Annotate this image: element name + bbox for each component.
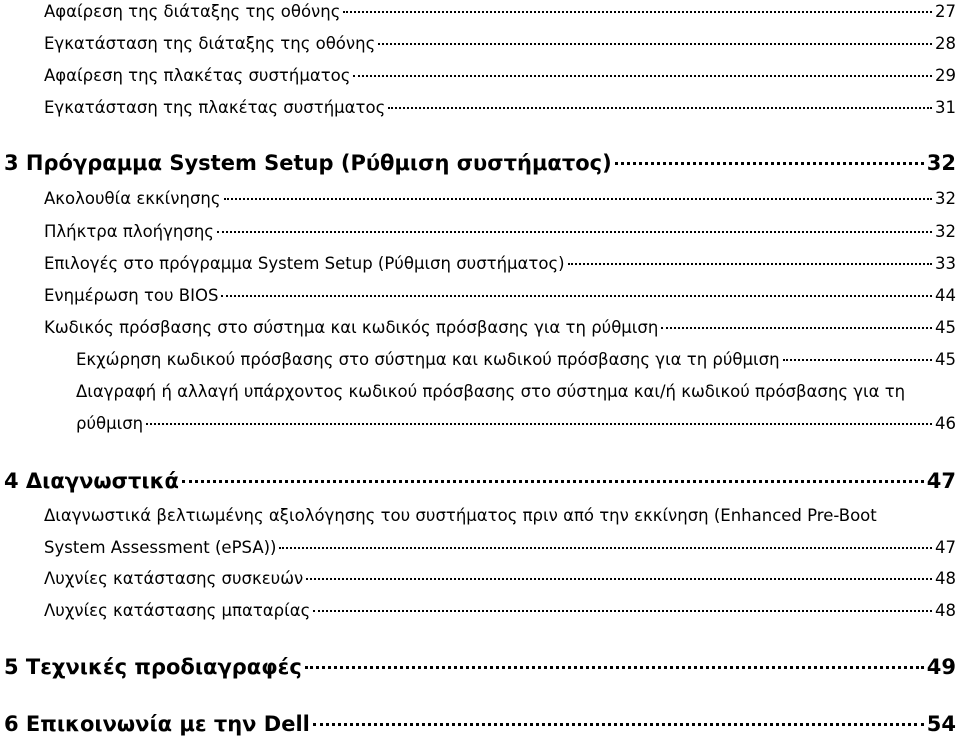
toc-entry-page: 48	[935, 601, 956, 620]
dot-leader	[343, 11, 932, 13]
dot-leader	[783, 359, 932, 361]
toc-subentry[interactable]	[76, 414, 956, 433]
toc-entry-title: System Assessment (ePSA))	[44, 538, 277, 557]
toc-entry-title: Ενημέρωση του BIOS	[44, 286, 219, 305]
toc-chapter-page: 32	[926, 151, 956, 175]
dot-leader	[353, 75, 932, 77]
toc-entry[interactable]	[44, 601, 956, 620]
dot-leader	[217, 231, 932, 233]
toc-subentry-title-line1[interactable]: Διαγραφή ή αλλαγή υπάρχοντος κωδικού πρόσβασης στο σύστημα και/ή κωδικού πρόσβασης για τη	[76, 382, 906, 401]
dot-leader	[221, 295, 932, 297]
toc-subentry[interactable]	[76, 350, 956, 369]
toc-entry-title: ρύθμιση	[76, 414, 144, 433]
toc-entry[interactable]	[44, 254, 956, 273]
dot-leader	[568, 263, 932, 265]
dot-leader	[313, 723, 924, 726]
toc-entry-page: 44	[935, 286, 956, 305]
dot-leader	[615, 162, 924, 165]
toc-entry-page: 45	[935, 350, 956, 369]
toc-chapter-page: 54	[926, 712, 956, 736]
toc-entry-title: Επιλογές στο πρόγραμμα System Setup (Ρύθμιση συστήματος)	[44, 254, 565, 273]
toc-chapter-title: 3 Πρόγραμμα System Setup (Ρύθμιση συστήματος)	[4, 151, 612, 175]
dot-leader	[305, 666, 924, 669]
dot-leader	[182, 480, 924, 483]
dot-leader	[661, 327, 932, 329]
dot-leader	[146, 423, 932, 425]
toc-entry-title: Ακολουθία εκκίνησης	[44, 189, 221, 208]
toc-chapter-title: 5 Τεχνικές προδιαγραφές	[4, 655, 302, 679]
toc-entry-page: 32	[935, 222, 956, 241]
toc-entry[interactable]	[44, 222, 956, 241]
toc-entry-title: Λυχνίες κατάστασης μπαταρίας	[44, 601, 311, 620]
toc-entry-page: 47	[935, 538, 956, 557]
dot-leader	[279, 547, 932, 549]
toc-entry[interactable]	[44, 98, 956, 117]
toc-entry-title-line1[interactable]: Διαγνωστικά βελτιωμένης αξιολόγησης του συστήματος πριν από την εκκίνηση (Enhanced Pre-Boot	[44, 506, 877, 525]
toc-entry-page: 28	[935, 34, 956, 53]
toc-entry-page: 48	[935, 569, 956, 588]
toc-entry-title: Εγκατάσταση της πλακέτας συστήματος	[44, 98, 386, 117]
toc-entry[interactable]	[44, 569, 956, 588]
toc-entry-title: Αφαίρεση της πλακέτας συστήματος	[44, 66, 351, 85]
toc-entry[interactable]	[44, 286, 956, 305]
toc-entry[interactable]	[44, 318, 956, 337]
toc-entry[interactable]	[44, 2, 956, 21]
toc-chapter[interactable]	[4, 469, 956, 493]
toc-entry-page: 45	[935, 318, 956, 337]
toc-entry[interactable]	[44, 66, 956, 85]
toc-entry-title: Εκχώρηση κωδικού πρόσβασης στο σύστημα και κωδικού πρόσβασης για τη ρύθμιση	[76, 350, 780, 369]
toc-chapter[interactable]	[4, 655, 956, 679]
toc-entry-title: Εγκατάσταση της διάταξης της οθόνης	[44, 34, 376, 53]
toc-chapter-page: 49	[926, 655, 956, 679]
toc-entry-page: 27	[935, 2, 956, 21]
toc-chapter-page: 47	[926, 469, 956, 493]
toc-entry-page: 29	[935, 66, 956, 85]
toc-entry-title: Κωδικός πρόσβασης στο σύστημα και κωδικός πρόσβασης για τη ρύθμιση	[44, 318, 659, 337]
dot-leader	[306, 578, 932, 580]
dot-leader	[378, 43, 932, 45]
toc-entry-page: 33	[935, 254, 956, 273]
toc-entry-title: Πλήκτρα πλοήγησης	[44, 222, 214, 241]
dot-leader	[224, 198, 932, 200]
toc-entry-page: 32	[935, 189, 956, 208]
toc-entry-page: 46	[935, 414, 956, 433]
toc-chapter-title: 4 Διαγνωστικά	[4, 469, 179, 493]
toc-entry-title: Αφαίρεση της διάταξης της οθόνης	[44, 2, 341, 21]
toc-chapter[interactable]	[4, 151, 956, 175]
toc-entry[interactable]	[44, 538, 956, 557]
dot-leader	[388, 107, 932, 109]
toc-chapter[interactable]	[4, 712, 956, 736]
toc-entry[interactable]	[44, 189, 956, 208]
toc-chapter-title: 6 Επικοινωνία με την Dell	[4, 712, 310, 736]
toc-entry-page: 31	[935, 98, 956, 117]
dot-leader	[313, 610, 932, 612]
toc-entry[interactable]	[44, 34, 956, 53]
toc-entry-title: Λυχνίες κατάστασης συσκευών	[44, 569, 304, 588]
